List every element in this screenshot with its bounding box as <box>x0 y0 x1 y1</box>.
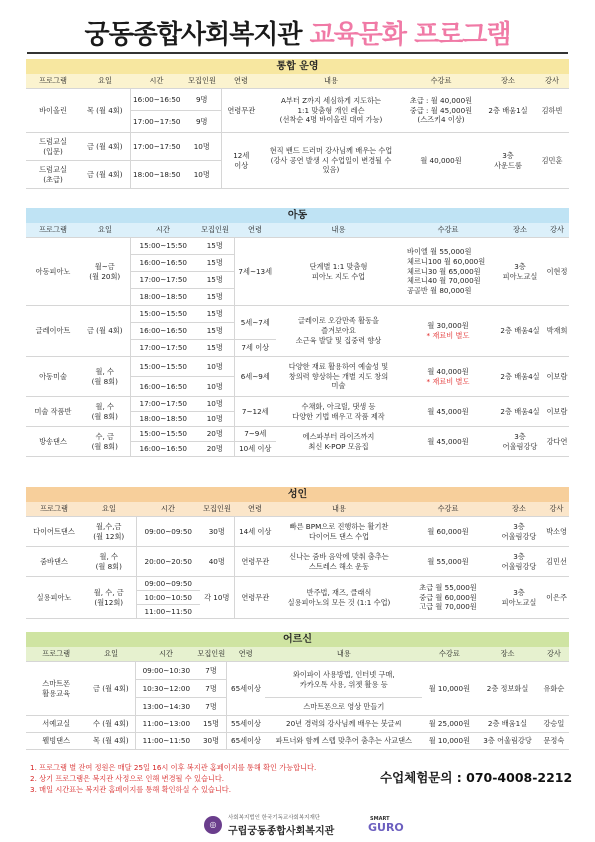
table-row <box>26 716 569 733</box>
cell-age: 7세~13세 <box>234 238 276 306</box>
header-row <box>26 502 569 517</box>
cell-day: 금 (월 4회) <box>80 161 130 189</box>
section-title: 아동 <box>26 208 569 223</box>
cell-teacher: 박소영 <box>544 517 569 547</box>
header-row <box>26 74 569 89</box>
cell-teacher: 이보람 <box>545 397 569 427</box>
section-seniors <box>26 632 569 750</box>
note-item: 3. 매일 시간표는 복지관 홈페이지를 통해 확인하실 수 있습니다. <box>30 784 232 794</box>
col-capacity: 모집인원 <box>196 223 234 238</box>
cell-program: 다이어트댄스 <box>26 517 82 547</box>
org-parent: 사회복지법인 한국기독교사회복지재단 <box>228 815 321 821</box>
cell-teacher: 이은주 <box>544 577 569 619</box>
table-row <box>26 397 569 412</box>
cell-capacity: 20명 <box>196 427 234 442</box>
cell-capacity: 10명 <box>183 133 221 161</box>
cell-place: 2층 배움1실 <box>476 716 538 733</box>
cell-content: 글레이로 오감만족 활동을 즐겨보아요 소근육 발달 및 집중력 향상 <box>276 306 401 357</box>
cell-capacity: 10명 <box>183 161 221 189</box>
cell-fee <box>401 306 495 357</box>
cell-day: 금 (월 4회) <box>86 662 136 716</box>
col-content: 내용 <box>261 74 401 89</box>
cell-time: 15:00~15:50 <box>130 306 196 323</box>
cell-program: 스마트폰 활용교육 <box>26 662 86 716</box>
cell-content: 다양한 재료 활용하여 예술성 및 창의력 향상하는 개별 지도 창의 미술 <box>276 357 401 397</box>
cell-day: 목 (월 4회) <box>80 89 130 133</box>
cell-content: 에스파부터 라이즈까지 최신 K-POP 모음집 <box>276 427 401 457</box>
title-divider <box>27 52 568 54</box>
cell-time: 10:30~12:00 <box>136 680 196 698</box>
fee-amount: 월 40,000원 <box>427 366 469 376</box>
col-teacher: 강사 <box>539 647 569 662</box>
cell-program: 바이올린 <box>26 89 80 133</box>
col-capacity: 모집인원 <box>183 74 221 89</box>
cell-time: 17:00~17:50 <box>130 340 196 357</box>
cell-time: 18:00~18:50 <box>130 289 196 306</box>
cell-place: 2층 배움4실 <box>495 357 545 397</box>
col-program: 프로그램 <box>26 223 80 238</box>
cell-age: 7~12세 <box>234 397 276 427</box>
cell-teacher: 박재희 <box>545 306 569 357</box>
col-teacher: 강사 <box>535 74 569 89</box>
cell-fee: 바이엘 월 55,000원 체르니100 월 60,000원 체르니30 월 65,000원 체르니40 월 70,000원 공골반 월 80,000원 <box>401 238 495 306</box>
col-day: 요일 <box>86 647 136 662</box>
cell-program: 드럼교실 (입문) <box>26 133 80 161</box>
cell-program: 실용피아노 <box>26 577 82 619</box>
cell-place: 2층 정보화실 <box>476 662 538 716</box>
section-adults <box>26 487 569 619</box>
smart-guro-logo: GURO <box>368 821 404 834</box>
table-row <box>26 517 569 547</box>
header-row <box>26 647 569 662</box>
org-name: 구립궁동종합사회복지관 <box>228 826 335 837</box>
col-capacity: 모집인원 <box>200 502 234 517</box>
cell-capacity: 15명 <box>196 716 226 733</box>
cell-time: 15:00~15:50 <box>130 357 196 377</box>
cell-place: 3층 어울림강당 <box>495 427 545 457</box>
section-integrated <box>26 59 569 189</box>
cell-content: 와이파이 사용방법, 인터넷 구매, 카카오톡 사용, 위젯 활용 등 <box>265 662 422 698</box>
cell-capacity: 15명 <box>196 323 234 340</box>
cell-program: 방송댄스 <box>26 427 80 457</box>
cell-day: 월, 수 (월 8회) <box>80 357 130 397</box>
cell-time: 17:00~17:50 <box>130 111 183 133</box>
cell-content: 수채화, 아크릴, 댓생 등 다양한 기법 배우고 작품 제작 <box>276 397 401 427</box>
cell-fee: 월 40,000원 <box>401 133 481 189</box>
cell-capacity: 15명 <box>196 272 234 289</box>
cell-teacher: 강다연 <box>545 427 569 457</box>
cell-time: 09:00~09:50 <box>136 577 200 591</box>
cell-fee: 월 45,000원 <box>401 427 495 457</box>
cell-day: 월, 수 (월 8회) <box>80 397 130 427</box>
section-title: 어르신 <box>26 632 569 647</box>
cell-time: 17:00~17:50 <box>130 397 196 412</box>
cell-time: 11:00~11:50 <box>136 733 196 750</box>
cell-place: 2층 배움4실 <box>495 306 545 357</box>
cell-time: 09:00~10:30 <box>136 662 196 680</box>
cell-age: 12세 이상 <box>221 133 261 189</box>
cell-program: 아동미술 <box>26 357 80 397</box>
cell-place: 2층 배움4실 <box>495 397 545 427</box>
cell-capacity: 15명 <box>196 289 234 306</box>
cell-content: 스마트폰으로 영상 만들기 <box>265 698 422 716</box>
org-logo-icon: ◎ <box>204 816 222 834</box>
fee-note: * 재료비 별도 <box>426 331 470 340</box>
cell-day: 월, 수 (월 8회) <box>82 547 136 577</box>
table-row <box>26 238 569 255</box>
col-capacity: 모집인원 <box>196 647 226 662</box>
cell-program: 줌바댄스 <box>26 547 82 577</box>
col-time: 시간 <box>136 502 200 517</box>
cell-place: 3층 사운드룸 <box>481 133 535 189</box>
cell-program: 미술 작품반 <box>26 397 80 427</box>
cell-day: 수 (월 4회) <box>86 716 136 733</box>
cell-time: 16:00~16:50 <box>130 255 196 272</box>
cell-time: 11:00~11:50 <box>136 605 200 619</box>
section-title: 성인 <box>26 487 569 502</box>
cell-age: 14세 이상 <box>234 517 276 547</box>
col-place: 장소 <box>494 502 544 517</box>
cell-fee: 월 55,000원 <box>402 547 494 577</box>
cell-time: 09:00~09:50 <box>136 517 200 547</box>
col-content: 내용 <box>265 647 422 662</box>
cell-teacher: 김민선 <box>544 547 569 577</box>
cell-fee: 초급 : 월 40,000원 중급 : 월 45,000원 (스즈키4 이상) <box>401 89 481 133</box>
col-fee: 수강료 <box>401 223 495 238</box>
cell-fee: 월 25,000원 <box>422 716 476 733</box>
cell-capacity: 40명 <box>200 547 234 577</box>
col-program: 프로그램 <box>26 647 86 662</box>
table-row <box>26 427 569 442</box>
cell-time: 17:00~17:50 <box>130 133 183 161</box>
col-day: 요일 <box>80 74 130 89</box>
cell-time: 16:00~16:50 <box>130 89 183 111</box>
cell-day: 월,수,금 (월 12회) <box>82 517 136 547</box>
section-title: 통합 운영 <box>26 59 569 74</box>
table-row <box>26 662 569 680</box>
col-time: 시간 <box>130 223 196 238</box>
cell-time: 16:00~16:50 <box>130 377 196 397</box>
col-age: 연령 <box>234 502 276 517</box>
cell-age: 7세 이상 <box>234 340 276 357</box>
col-teacher: 강사 <box>545 223 569 238</box>
cell-time: 20:00~20:50 <box>136 547 200 577</box>
cell-age: 10세 이상 <box>234 442 276 457</box>
cell-fee: 월 60,000원 <box>402 517 494 547</box>
cell-day: 금 (월 4회) <box>80 306 130 357</box>
col-program: 프로그램 <box>26 74 80 89</box>
smart-label: SMART <box>370 816 390 822</box>
cell-day: 월, 수, 금 (월12회) <box>82 577 136 619</box>
cell-age: 65세이상 <box>226 733 265 750</box>
cell-capacity: 9명 <box>183 111 221 133</box>
cell-place: 3층 어울림강당 <box>494 547 544 577</box>
col-time: 시간 <box>136 647 196 662</box>
cell-content: 현직 밴드 드러머 강사님께 배우는 수업 (강사 공연 발생 시 수업일이 변경될 수 있음) <box>261 133 401 189</box>
cell-age: 65세이상 <box>226 662 265 716</box>
program-table <box>26 74 569 189</box>
cell-capacity: 각 10명 <box>200 577 234 619</box>
table-row <box>26 357 569 377</box>
section-children <box>26 208 569 457</box>
cell-teacher: 이현정 <box>545 238 569 306</box>
cell-content: 파트너와 함께 스텝 맞추어 춤추는 사교댄스 <box>265 733 422 750</box>
cell-content: 빠른 BPM으로 진행하는 활기찬 다이어트 댄스 수업 <box>276 517 402 547</box>
col-time: 시간 <box>130 74 183 89</box>
cell-content: 단계별 1:1 맞춤형 피아노 지도 수업 <box>276 238 401 306</box>
cell-teacher: 이보람 <box>545 357 569 397</box>
cell-teacher: 유화순 <box>539 662 569 716</box>
contact-info: 수업체험문의 : 070-4008-2212 <box>380 770 573 785</box>
cell-time: 11:00~13:00 <box>136 716 196 733</box>
cell-time: 15:00~15:50 <box>130 238 196 255</box>
program-table <box>26 223 569 457</box>
col-age: 연령 <box>234 223 276 238</box>
cell-capacity: 15명 <box>196 238 234 255</box>
cell-time: 10:00~10:50 <box>136 591 200 605</box>
cell-capacity: 10명 <box>196 377 234 397</box>
cell-program: 서예교실 <box>26 716 86 733</box>
cell-place: 2층 배움1실 <box>481 89 535 133</box>
cell-age: 연령무관 <box>234 577 276 619</box>
cell-capacity: 10명 <box>196 412 234 427</box>
table-row <box>26 733 569 750</box>
cell-day: 금 (월 4회) <box>80 133 130 161</box>
col-day: 요일 <box>80 223 130 238</box>
table-row <box>26 89 569 111</box>
cell-program: 웰빙댄스 <box>26 733 86 750</box>
cell-content: 반주법, 재즈, 클래식 실용피아노의 모든 것 (1:1 수업) <box>276 577 402 619</box>
cell-capacity: 7명 <box>196 698 226 716</box>
cell-capacity: 9명 <box>183 89 221 111</box>
col-age: 연령 <box>226 647 265 662</box>
col-place: 장소 <box>476 647 538 662</box>
cell-fee: 초급 월 55,000원 중급 월 60,000원 고급 월 70,000원 <box>402 577 494 619</box>
cell-program: 아동피아노 <box>26 238 80 306</box>
cell-capacity: 15명 <box>196 255 234 272</box>
fee-note: * 재료비 별도 <box>426 376 470 386</box>
col-program: 프로그램 <box>26 502 82 517</box>
cell-capacity: 10명 <box>196 397 234 412</box>
cell-program: 드럼교실 (초급) <box>26 161 80 189</box>
cell-content: A부터 Z까지 세심하게 지도하는 1:1 맞춤형 개인 레슨 (선착순 4명 바이올린 대여 가능) <box>261 89 401 133</box>
cell-place: 3층 피아노교실 <box>495 238 545 306</box>
table-row <box>26 133 569 161</box>
cell-age: 연령무관 <box>221 89 261 133</box>
col-day: 요일 <box>82 502 136 517</box>
cell-time: 13:00~14:30 <box>136 698 196 716</box>
cell-time: 18:00~18:50 <box>130 412 196 427</box>
cell-capacity: 30명 <box>196 733 226 750</box>
footer <box>0 808 595 836</box>
col-content: 내용 <box>276 502 402 517</box>
cell-age: 연령무관 <box>234 547 276 577</box>
cell-day: 목 (월 4회) <box>86 733 136 750</box>
cell-time: 18:00~18:50 <box>130 161 183 189</box>
note-item: 1. 프로그램 별 잔여 정원은 매달 25일 16시 이후 복지관 홈페이지를 통해 확인 가능합니다. <box>30 763 317 772</box>
table-row <box>26 547 569 577</box>
cell-time: 16:00~16:50 <box>130 442 196 457</box>
col-teacher: 강사 <box>544 502 569 517</box>
cell-fee: 월 10,000원 <box>422 733 476 750</box>
cell-age: 55세이상 <box>226 716 265 733</box>
col-place: 장소 <box>481 74 535 89</box>
program-table <box>26 502 569 619</box>
cell-teacher: 강승일 <box>539 716 569 733</box>
col-fee: 수강료 <box>401 74 481 89</box>
notes <box>30 763 316 795</box>
table-row <box>26 306 569 323</box>
col-place: 장소 <box>495 223 545 238</box>
cell-day: 수, 금 (월 8회) <box>80 427 130 457</box>
cell-teacher: 김하빈 <box>535 89 569 133</box>
cell-content: 신나는 줌바 음악에 맞춰 춤추는 스트레스 해소 운동 <box>276 547 402 577</box>
title-accent: 교육문화 프로그램 <box>309 20 511 50</box>
cell-time: 16:00~16:50 <box>130 323 196 340</box>
header-row <box>26 223 569 238</box>
cell-time: 15:00~15:50 <box>130 427 196 442</box>
program-table <box>26 647 569 750</box>
cell-capacity: 10명 <box>196 357 234 377</box>
fee-amount: 월 30,000원 <box>427 321 469 331</box>
cell-capacity: 15명 <box>196 340 234 357</box>
cell-place: 3층 피아노교실 <box>494 577 544 619</box>
table-row <box>26 577 569 591</box>
note-item: 2. 상기 프로그램은 복지관 사정으로 인해 변경될 수 있습니다. <box>30 773 225 783</box>
cell-program: 글레이아트 <box>26 306 80 357</box>
cell-place: 3층 어울림강당 <box>494 517 544 547</box>
cell-age: 6세~9세 <box>234 357 276 397</box>
col-fee: 수강료 <box>422 647 476 662</box>
cell-age: 7~9세 <box>234 427 276 442</box>
title-main: 궁동종합사회복지관 <box>84 20 302 50</box>
cell-teacher: 김민훈 <box>535 133 569 189</box>
cell-time: 17:00~17:50 <box>130 272 196 289</box>
cell-capacity: 7명 <box>196 662 226 680</box>
cell-content: 20년 경력의 강사님께 배우는 붓글씨 <box>265 716 422 733</box>
page-title <box>0 14 595 51</box>
cell-capacity: 15명 <box>196 306 234 323</box>
cell-fee: 월 45,000원 <box>401 397 495 427</box>
col-age: 연령 <box>221 74 261 89</box>
col-fee: 수강료 <box>402 502 494 517</box>
col-content: 내용 <box>276 223 401 238</box>
cell-fee <box>401 357 495 397</box>
cell-fee: 월 10,000원 <box>422 662 476 716</box>
cell-capacity: 30명 <box>200 517 234 547</box>
cell-place: 3층 어울림강당 <box>476 733 538 750</box>
cell-age: 5세~7세 <box>234 306 276 340</box>
cell-capacity: 7명 <box>196 680 226 698</box>
cell-capacity: 20명 <box>196 442 234 457</box>
cell-day: 월~금 (월 20회) <box>80 238 130 306</box>
cell-teacher: 문정숙 <box>539 733 569 750</box>
